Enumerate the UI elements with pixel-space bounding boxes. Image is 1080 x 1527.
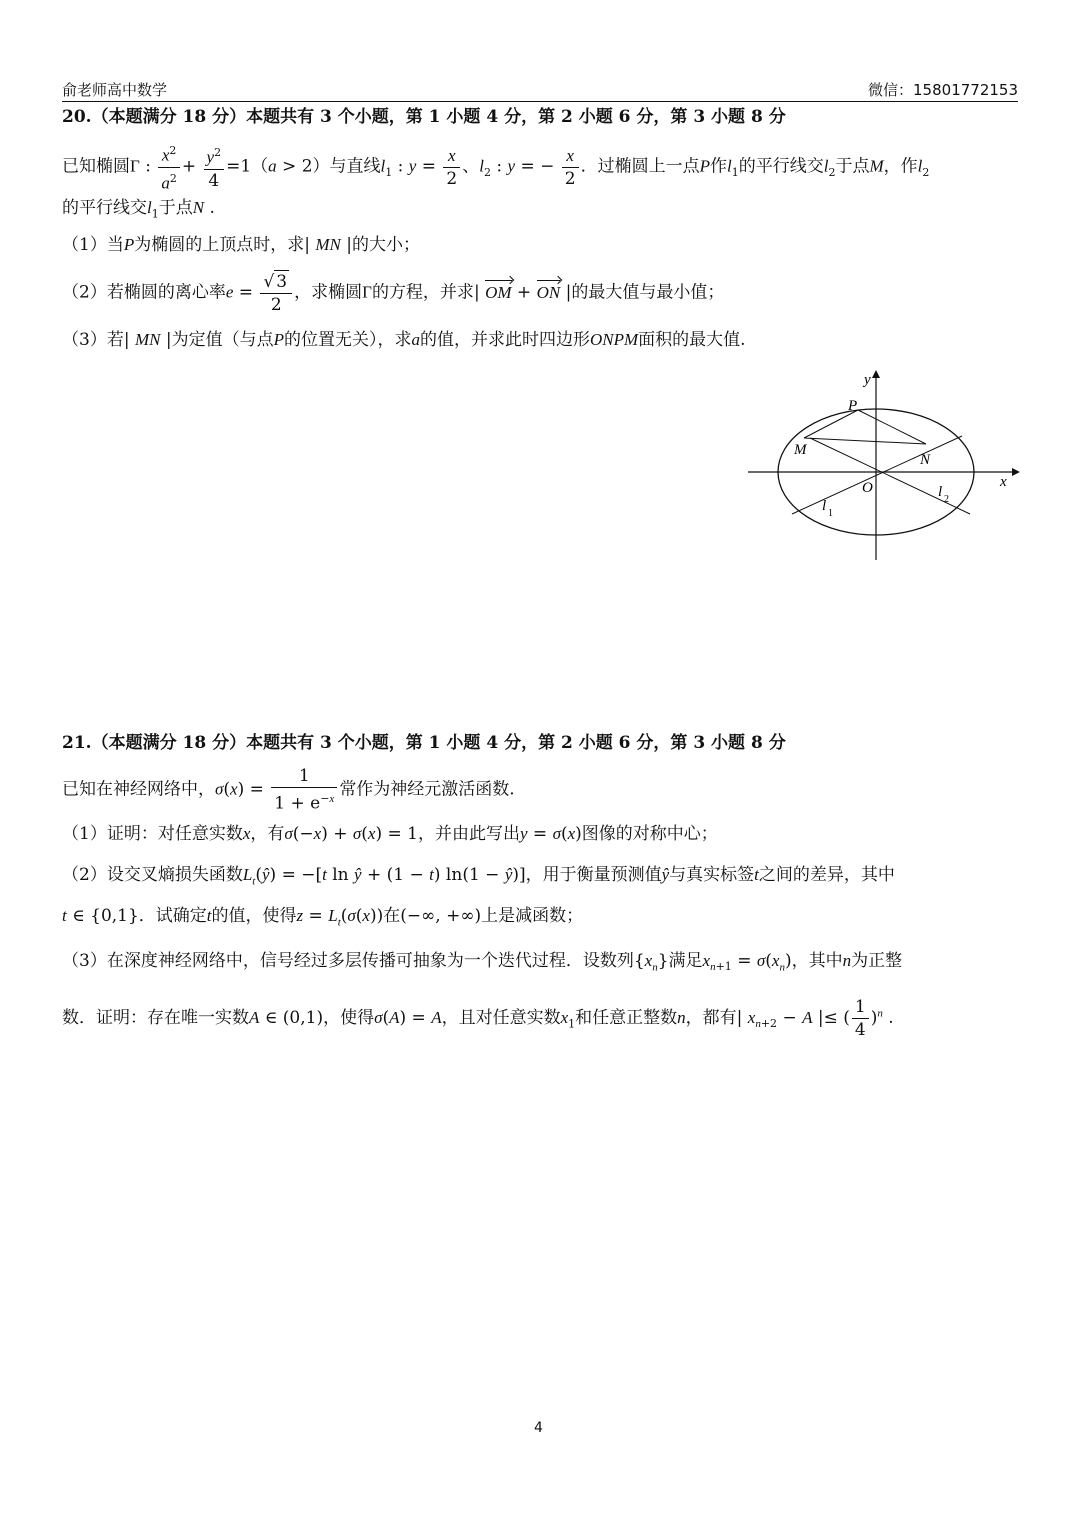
label-N: N bbox=[920, 452, 931, 468]
fraction: $\frac{1}{1 + e^{-x}}$ bbox=[271, 765, 337, 815]
q20-p3-c: 的位置无关），求 bbox=[284, 330, 412, 350]
q20-stem-line1: 已知椭圆Γ : $\frac{x^2}{a^2}$ + $\frac{y^2}{4}$ =1（a > 2）与直线$l_1$ : y = $\frac{x}{2}$ 、$l_2$ : y = − $\frac{x}{2}$ ．过椭圆上一点P作$l_1$的平行线交$l_2$于点M，作$l_2$ bbox=[62, 140, 929, 194]
label-P: P bbox=[848, 398, 858, 414]
label-l1-sub: 1 bbox=[828, 508, 833, 519]
label-y: y bbox=[864, 372, 871, 388]
segment-MN bbox=[804, 438, 926, 444]
q21-p1-d: 图像的对称中心； bbox=[581, 824, 718, 844]
q21-p2-h: 上是减函数； bbox=[481, 906, 584, 926]
q20-stem-g: 于点 bbox=[835, 156, 870, 177]
q21-stem-b: 常作为神经元激活函数. bbox=[339, 779, 515, 800]
q20-p3-d: 的值，并求此时四边形 bbox=[420, 330, 590, 350]
q21-p1-b: ，有 bbox=[250, 824, 285, 844]
q20-p2-b: ，求椭圆 bbox=[294, 282, 363, 303]
q21-p1-c: ，并由此写出 bbox=[417, 824, 520, 844]
q20-stem-b: （ bbox=[251, 156, 269, 177]
q20-part3: （3）若| MN |为定值（与点P的位置无关），求a的值，并求此时四边形ONPM面积的最大值. bbox=[62, 330, 746, 350]
fraction: $\frac{√ 3}{2}$ bbox=[260, 270, 292, 316]
q20-p2-a: （2）若椭圆的离心率 bbox=[62, 282, 226, 303]
q20-part2: （2）若椭圆的离心率e = $\frac{√ 3}{2}$ ，求椭圆Γ的方程，并求| OM + ON |的最大值与最小值； bbox=[62, 272, 725, 315]
fraction: $\frac{x}{2}$ bbox=[562, 145, 579, 190]
q21-p2-f: 的值，使得 bbox=[211, 906, 297, 926]
label-x: x bbox=[1000, 474, 1007, 490]
q21-p3-d: 为正整 bbox=[851, 951, 903, 971]
label-M: M bbox=[794, 442, 807, 458]
q20-p1-b: 为椭圆的上顶点时，求 bbox=[134, 235, 305, 255]
q20-title: 20.（本题满分 18 分）本题共有 3 个小题，第 1 小题 4 分，第 2 小题 6 分，第 3 小题 8 分 bbox=[62, 107, 786, 127]
line-l1 bbox=[792, 436, 962, 514]
q20-p1-c: 的大小； bbox=[352, 235, 420, 255]
q20-stem-line2: 的平行线交$l_1$于点N . bbox=[62, 198, 215, 221]
q21-p2-a: （2）设交叉熵损失函数 bbox=[62, 865, 243, 885]
q20-stem-i: 的平行线交 bbox=[62, 198, 147, 218]
q21-p3-g: ，且对任意实数 bbox=[441, 1008, 561, 1028]
q21-p1-a: （1）证明：对任意实数 bbox=[62, 824, 243, 844]
q20-p3-a: （3）若 bbox=[62, 330, 124, 350]
q20-p2-d: 的最大值与最小值； bbox=[571, 282, 725, 303]
q21-title: 21.（本题满分 18 分）本题共有 3 个小题，第 1 小题 4 分，第 2 小题 6 分，第 3 小题 8 分 bbox=[62, 733, 786, 753]
q20-stem-d: ．过椭圆上一点 bbox=[580, 156, 700, 177]
fraction: $\frac{x}{2}$ bbox=[443, 145, 460, 190]
header-title: 俞老师高中数学 bbox=[62, 81, 168, 99]
q20-stem-a: 已知椭圆 bbox=[62, 156, 130, 177]
y-axis-arrow bbox=[872, 370, 880, 378]
q21-p3-c: ，其中 bbox=[791, 951, 843, 971]
q21-p2-e: ．试确定 bbox=[138, 906, 207, 926]
q20-stem-e: 作 bbox=[709, 156, 727, 177]
label-O: O bbox=[862, 480, 873, 496]
ellipse-figure bbox=[744, 364, 1024, 564]
q20-p3-b: 为定值（与点 bbox=[171, 330, 274, 350]
fraction: $\frac{1}{4}$ bbox=[852, 996, 869, 1041]
q21-p3-f: ，使得 bbox=[323, 1008, 375, 1028]
fraction: $\frac{x^2}{a^2}$ bbox=[158, 140, 180, 194]
label-l2-sub: 2 bbox=[944, 494, 949, 505]
q21-p2-d: 之间的差异，其中 bbox=[758, 865, 895, 885]
q20-p2-c: 的方程，并求 bbox=[371, 282, 474, 303]
q20-stem-c: ）与直线 bbox=[312, 156, 381, 177]
q21-p3-a: （3）在深度神经网络中，信号经过多层传播可抽象为一个迭代过程．设数列 bbox=[62, 951, 634, 971]
q21-part3-line2: 数．证明：存在唯一实数A ∈ (0,1)，使得σ(A) = A，且对任意实数$x_1$和任意正整数n，都有| $x_{n+2} - A$ |≤ ( $\frac{1}{4}$ )$^n$ . bbox=[62, 997, 894, 1040]
segment-PN bbox=[858, 410, 926, 444]
q21-p2-b: ，用于衡量预测值 bbox=[525, 865, 662, 885]
label-l1: l bbox=[822, 498, 827, 514]
q21-p2-c: 与真实标签 bbox=[669, 865, 755, 885]
q21-part2-line1: （2）设交叉熵损失函数$L_t(ŷ) = -[t$ ln ŷ + (1 − t) ln(1 − ŷ)]，用于衡量预测值ŷ与真实标签t之间的差异，其中 bbox=[62, 865, 895, 888]
q21-p3-e: 数．证明：存在唯一实数 bbox=[62, 1008, 249, 1028]
q21-p3-h: 和任意正整数 bbox=[575, 1008, 678, 1028]
q21-part1: （1）证明：对任意实数x，有σ(−x) + σ(x) = 1，并由此写出y = σ(x)图像的对称中心； bbox=[62, 824, 718, 844]
q20-p3-e: 面积的最大值. bbox=[638, 330, 746, 350]
q21-stem-a: 已知在神经网络中， bbox=[62, 779, 215, 800]
x-axis-arrow bbox=[1012, 468, 1020, 476]
q21-part2-line2: t ∈ {0,1}．试确定t的值，使得$z = L_t(\sigma(x))$在(−∞, +∞)上是减函数； bbox=[62, 906, 584, 929]
q21-p3-b: 满足 bbox=[668, 951, 703, 971]
q20-part1: （1）当P为椭圆的上顶点时，求| MN |的大小； bbox=[62, 235, 420, 255]
q21-p3-i: ，都有 bbox=[685, 1008, 737, 1028]
header-contact: 微信：15801772153 bbox=[868, 81, 1018, 99]
header-rule bbox=[62, 101, 1018, 102]
fraction: $\frac{y^2}{4}$ bbox=[204, 142, 225, 192]
q20-stem-h: ，作 bbox=[883, 156, 918, 177]
q20-stem-j: 于点 bbox=[158, 198, 193, 218]
q21-stem: 已知在神经网络中，σ(x) = $\frac{1}{1 + e^{-x}}$ 常作为神经元激活函数. bbox=[62, 766, 515, 814]
q20-p1-a: （1）当 bbox=[62, 235, 124, 255]
q21-p2-g: 在 bbox=[383, 906, 401, 926]
label-l2: l bbox=[938, 484, 943, 500]
page-number: 4 bbox=[534, 1420, 543, 1436]
q21-part3-line1: （3）在深度神经网络中，信号经过多层传播可抽象为一个迭代过程．设数列$\{x_n\}$满足$x_{n+1} = \sigma(x_n)$，其中n为正整 bbox=[62, 951, 903, 974]
q20-stem-f: 的平行线交 bbox=[738, 156, 824, 177]
